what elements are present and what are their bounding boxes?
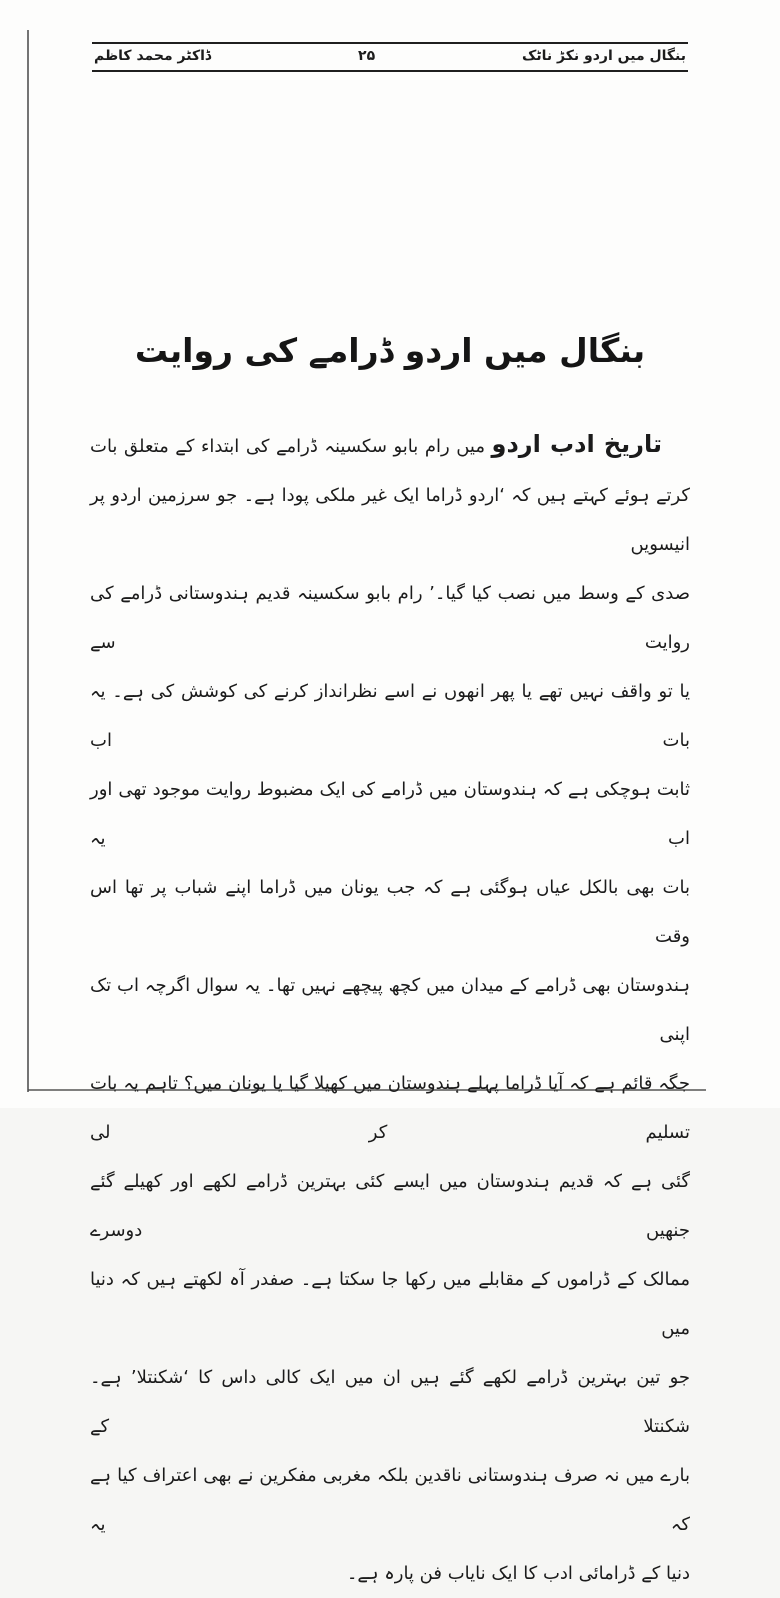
author-name: ڈاکٹر محمد کاظم bbox=[94, 48, 212, 64]
text-line: بارے میں نہ صرف ہندوستانی ناقدین بلکہ مغربی مفکرین نے بھی اعتراف کیا ہے کہ یہ bbox=[90, 1465, 690, 1535]
page-number: ۲۵ bbox=[358, 48, 376, 64]
text-line: یا تو واقف نہیں تھے یا پھر انھوں نے اسے نظرانداز کرنے کی کوشش کی ہے۔ یہ بات اب bbox=[90, 681, 690, 751]
chapter-title: بنگال میں اردو ڈرامے کی روایت bbox=[134, 331, 646, 370]
page-header bbox=[92, 42, 688, 72]
text-line: ممالک کے ڈراموں کے مقابلے میں رکھا جا سکتا ہے۔ صفدر آہ لکھتے ہیں کہ دنیا میں bbox=[90, 1269, 690, 1339]
text-line: صدی کے وسط میں نصب کیا گیا۔’ رام بابو سکسینہ قدیم ہندوستانی ڈرامے کی روایت سے bbox=[90, 583, 690, 653]
lead-rest: میں رام بابو سکسینہ ڈرامے کی ابتداء کے متعلق بات bbox=[90, 436, 492, 457]
text-line: بات بھی بالکل عیاں ہوگئی ہے کہ جب یونان میں ڈراما اپنے شباب پر تھا اس وقت bbox=[90, 877, 690, 947]
text-line: دنیا کے ڈرامائی ادب کا ایک نایاب فن پارہ ہے۔ bbox=[346, 1563, 690, 1584]
text-line: جو تین بہترین ڈرامے لکھے گئے ہیں ان میں ایک کالی داس کا ‘شکنتلا’ ہے۔ شکنتلا کے bbox=[90, 1367, 690, 1437]
text-line: ہندوستان بھی ڈرامے کے میدان میں کچھ پیچھے نہیں تھا۔ یہ سوال اگرچہ اب تک اپنی bbox=[90, 975, 690, 1045]
body-text bbox=[90, 420, 690, 1598]
text-line: گئی ہے کہ قدیم ہندوستان میں ایسے کئی بہترین ڈرامے لکھے اور کھیلے گئے جنھیں دوسرے bbox=[90, 1171, 690, 1241]
paragraph-lines bbox=[90, 471, 690, 1598]
scan-edge-left bbox=[27, 30, 29, 1092]
text-line: ثابت ہوچکی ہے کہ ہندوستان میں ڈرامے کی ایک مضبوط روایت موجود تھی اور اب یہ bbox=[90, 779, 690, 849]
running-title: بنگال میں اردو نکڑ ناٹک bbox=[522, 48, 686, 64]
lead-words: تاریخ ادب اردو bbox=[491, 430, 663, 458]
text-line: کرتے ہوئے کہتے ہیں کہ ‘اردو ڈراما ایک غیر ملکی پودا ہے۔ جو سرزمین اردو پر انیسویں bbox=[90, 485, 690, 555]
paragraph-lead-line bbox=[90, 420, 690, 471]
header-rule-bottom bbox=[92, 70, 688, 72]
text-line: جگہ قائم ہے کہ آیا ڈراما پہلے ہندوستان میں کھیلا گیا یا یونان میں؟ تاہم یہ بات تسلیم کر لی bbox=[90, 1073, 690, 1143]
header-row bbox=[92, 44, 688, 70]
